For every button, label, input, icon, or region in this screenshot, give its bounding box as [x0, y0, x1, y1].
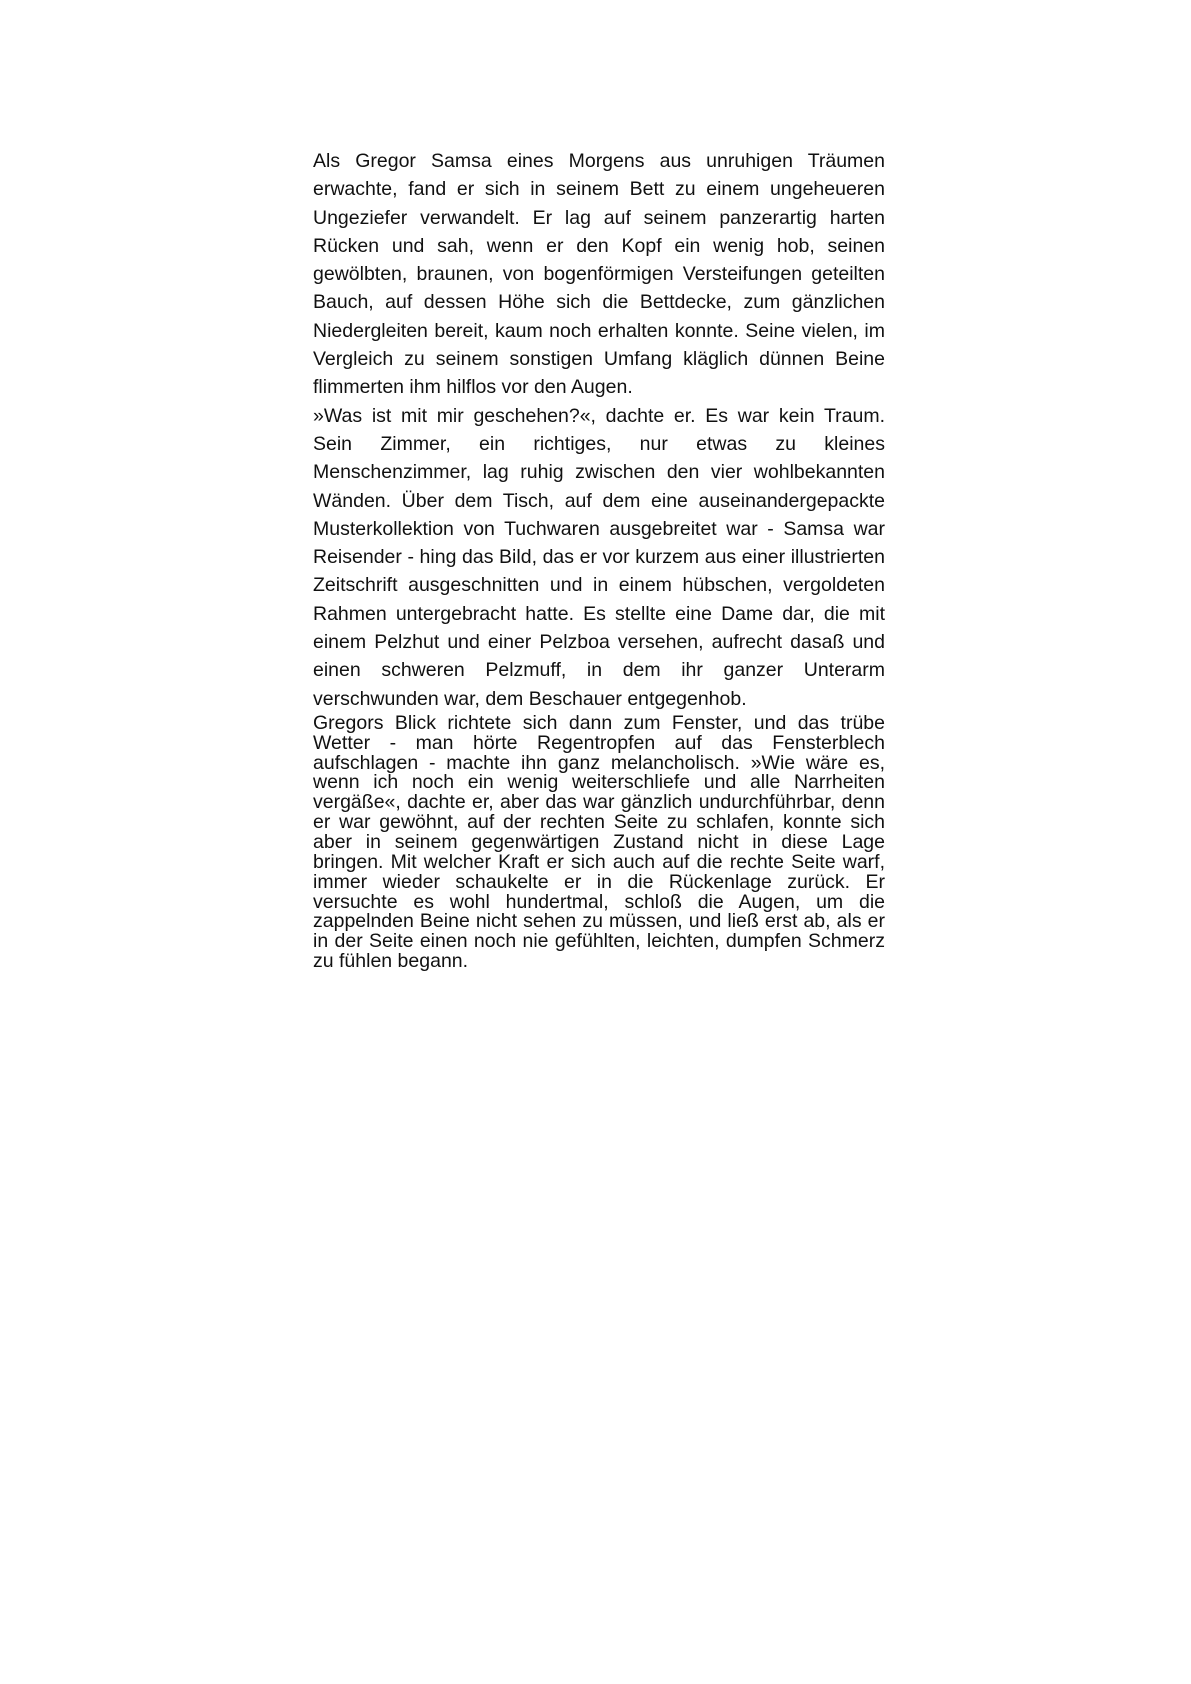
paragraph-3: Gregors Blick richtete sich dann zum Fenster, und das trübe Wetter - man hörte Regentropfen auf das Fensterblech aufschlagen - machte ihn ganz melancholisch. »Wie wäre es, wenn ich noch ein wenig weiterschliefe und alle Narrheiten vergäße«, dachte er, aber das war gänzlich undurchführbar, denn er war gewöhnt, auf der rechten Seite zu schlafen, konnte sich aber in seinem gegenwärtigen Zustand nicht in diese Lage bringen. Mit welcher Kraft er sich auch auf die rechte Seite warf, immer wieder schaukelte er in die Rückenlage zurück. Er versuchte es wohl hundertmal, schloß die Augen, um die zappelnden Beine nicht sehen zu müssen, und ließ erst ab, als er in der Seite einen noch nie gefühlten, leichten, dumpfen Schmerz zu fühlen begann. — [313, 711, 885, 973]
paragraph-2: »Was ist mit mir geschehen?«, dachte er. Es war kein Traum. Sein Zimmer, ein richtiges, nur etwas zu kleines Menschenzimmer, lag ruhig zwischen den vier wohlbekannten Wänden. Über dem Tisch, auf dem eine auseinandergepackte Musterkollektion von Tuchwaren ausgebreitet war - Samsa war Reisender - hing das Bild, das er vor kurzem aus einer illustrierten Zeitschrift ausgeschnitten und in einem hübschen, vergoldeten Rahmen untergebracht hatte. Es stellte eine Dame dar, die mit einem Pelzhut und einer Pelzboa versehen, aufrecht dasaß und einen schweren Pelzmuff, in dem ihr ganzer Unterarm verschwunden war, dem Beschauer entgegenhob. — [313, 404, 885, 710]
text-column — [313, 147, 885, 972]
paragraph-1: Als Gregor Samsa eines Morgens aus unruhigen Träumen erwachte, fand er sich in seinem Bett zu einem ungeheueren Ungeziefer verwandelt. Er lag auf seinem panzerartig harten Rücken und sah, wenn er den Kopf ein wenig hob, seinen gewölbten, braunen, von bogenförmigen Versteifungen geteilten Bauch, auf dessen Höhe sich die Bettdecke, zum gänzlichen Niedergleiten bereit, kaum noch erhalten konnte. Seine vielen, im Vergleich zu seinem sonstigen Umfang kläglich dünnen Beine flimmerten ihm hilflos vor den Augen. — [313, 150, 885, 399]
